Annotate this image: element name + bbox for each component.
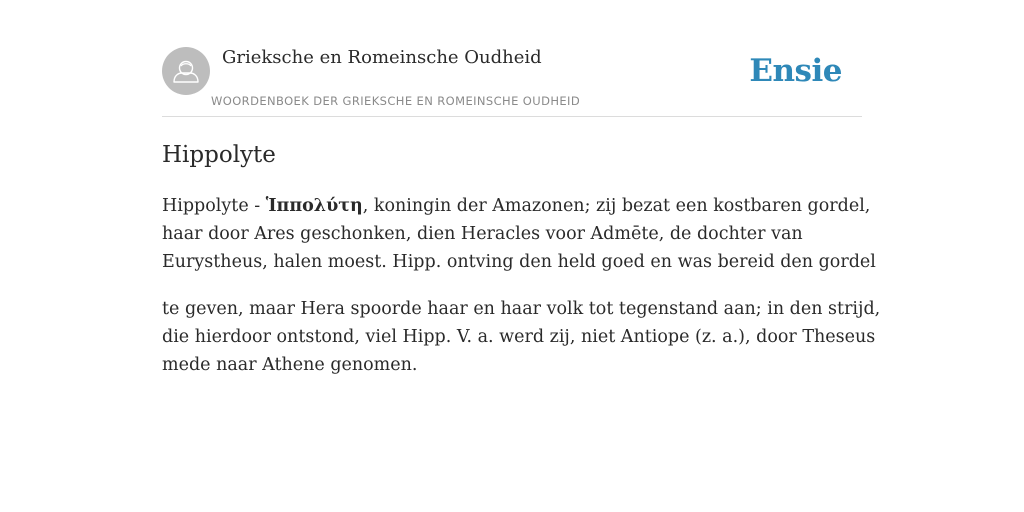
entry-line-text: die hierdoor ontstond, viel Hipp. V. a. werd zij, niet Antiope (z. a.), door Theseus [162, 327, 876, 347]
entry-body [162, 192, 881, 398]
entry-title: Hippolyte [162, 142, 276, 168]
entry-paragraph-1 [162, 192, 876, 276]
greek-name: Ἱππολύτη [265, 196, 363, 216]
source-title[interactable]: Grieksche en Romeinsche Oudheid [222, 47, 542, 68]
entry-lead: Hippolyte - [162, 196, 266, 216]
entry-line-text: te geven, maar Hera spoorde haar en haar volk tot tegenstand aan; in den strijd, [162, 299, 881, 319]
entry-line-text: , koningin der Amazonen; zij bezat een kostbaren gordel, [362, 196, 871, 216]
brand-logo[interactable]: Ensie [749, 53, 842, 89]
entry-line-text: haar door Ares geschonken, dien Heracles voor Admēte, de dochter van [162, 224, 803, 244]
entry-line-text: mede naar Athene genomen. [162, 355, 418, 375]
entry-line-text: Eurystheus, halen moest. Hipp. ontving den held goed en was bereid den gordel [162, 252, 876, 272]
entry-paragraph-2 [162, 295, 881, 379]
source-subtitle: WOORDENBOEK DER GRIEKSCHE EN ROMEINSCHE OUDHEID [211, 94, 581, 108]
user-icon[interactable] [162, 47, 210, 95]
source-header [162, 46, 862, 117]
